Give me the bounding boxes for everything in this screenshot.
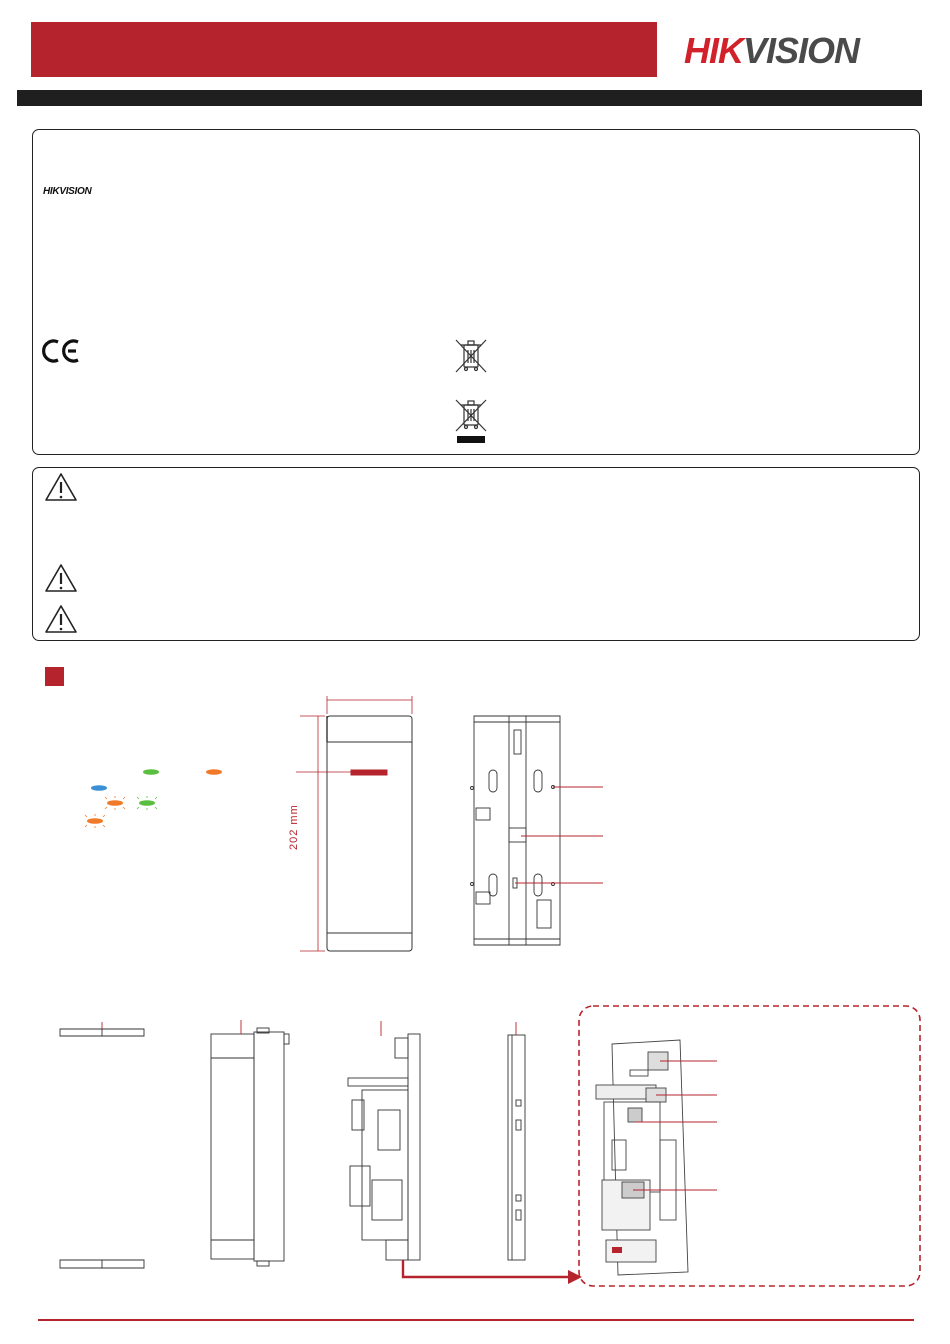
- warning-triangle-icon: [46, 474, 76, 500]
- brand-logo: HIKVISION: [684, 30, 860, 71]
- weee-bin-icon: [456, 340, 486, 372]
- internal-detail-illustration: [596, 1040, 688, 1275]
- device-slim-side-view: [508, 1035, 525, 1260]
- detail-callouts: [633, 1061, 717, 1190]
- led-orange-blink-icon: [107, 800, 123, 806]
- device-bottom-view: [60, 1260, 144, 1268]
- led-green-icon: [143, 769, 159, 775]
- height-dimension-label: 202 mm: [288, 804, 300, 850]
- weee-bar: [457, 436, 485, 443]
- led-orange-icon: [206, 769, 222, 775]
- warning-triangle-icon: [46, 606, 76, 632]
- device-side-view: [211, 1028, 289, 1266]
- small-brand-logo: HIKVISION: [43, 186, 92, 197]
- back-view-callouts: [515, 787, 603, 883]
- warning-triangle-icon: [46, 565, 76, 591]
- detail-arrow-icon: [403, 1260, 582, 1284]
- device-internal-side-view: [348, 1034, 420, 1260]
- device-back-view: [471, 716, 561, 945]
- device-front-view: [327, 716, 412, 951]
- ce-mark-icon: [44, 341, 78, 361]
- dimension-lines: [296, 696, 412, 951]
- led-orange-blink2-icon: [87, 818, 103, 824]
- led-green-blink-icon: [139, 800, 155, 806]
- device-top-view: [60, 1029, 144, 1036]
- led-blue-icon: [91, 785, 107, 791]
- led-indicators: [85, 769, 222, 828]
- weee-bin-bar-icon: [456, 400, 486, 431]
